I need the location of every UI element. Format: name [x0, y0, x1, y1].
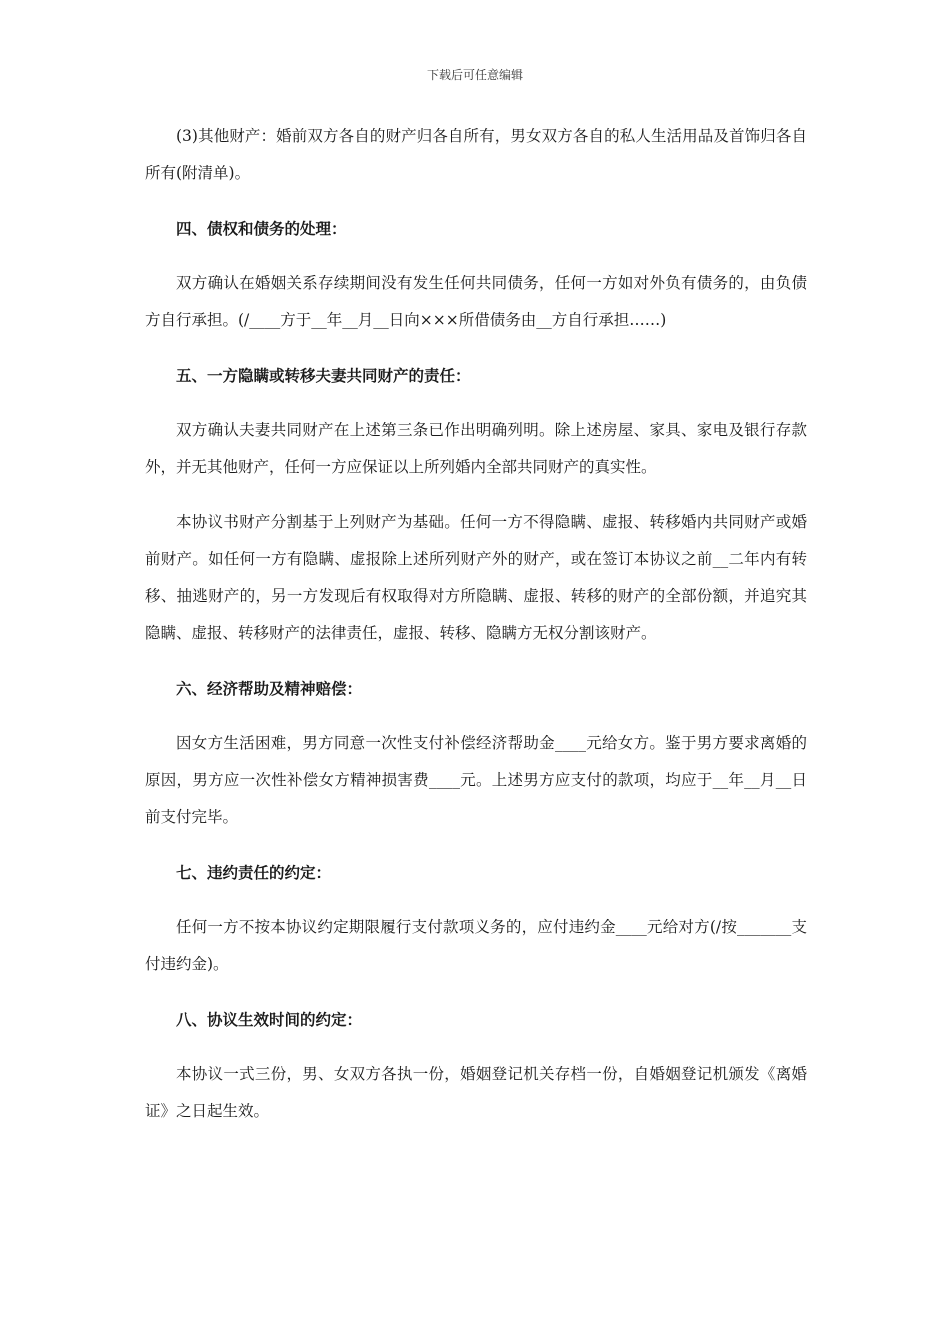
- heading-section-8: 八、协议生效时间的约定：: [176, 1010, 363, 1029]
- paragraph-effective: 本协议一式三份，男、女双方各执一份，婚姻登记机关存档一份，自婚姻登记机颁发《离婚证》之日起生效。: [145, 1065, 807, 1120]
- paragraph-breach: 任何一方不按本协议约定期限履行支付款项义务的，应付违约金____元给对方(/按_______支付违约金)。: [145, 918, 807, 973]
- document-body: [145, 118, 807, 1130]
- header-note: 下载后可任意编辑: [426, 68, 523, 82]
- heading-section-7: 七、违约责任的约定：: [176, 863, 332, 882]
- paragraph-debts: 双方确认在婚姻关系存续期间没有发生任何共同债务，任何一方如对外负有债务的，由负债方自行承担。(/____方于__年__月__日向×××所借债务由__方自行承担……): [145, 274, 807, 329]
- heading-section-5: 五、一方隐瞒或转移夫妻共同财产的责任：: [176, 366, 471, 385]
- paragraph-compensation: 因女方生活困难，男方同意一次性支付补偿经济帮助金____元给女方。鉴于男方要求离婚的原因，男方应一次性补偿女方精神损害费____元。上述男方应支付的款项，均应于__年__月__日前支付完毕。: [145, 734, 807, 826]
- heading-section-6: 六、经济帮助及精神赔偿：: [176, 679, 363, 698]
- paragraph-joint-property: 双方确认夫妻共同财产在上述第三条已作出明确列明。除上述房屋、家具、家电及银行存款外，并无其他财产，任何一方应保证以上所列婚内全部共同财产的真实性。: [145, 421, 807, 476]
- heading-section-4: 四、债权和债务的处理：: [176, 219, 347, 238]
- paragraph-concealment: 本协议书财产分割基于上列财产为基础。任何一方不得隐瞒、虚报、转移婚内共同财产或婚前财产。如任何一方有隐瞒、虚报除上述所列财产外的财产，或在签订本协议之前__二年内有转移、抽逃财产的，另一方发现后有权取得对方所隐瞒、虚报、转移的财产的全部份额，并追究其隐瞒、虚报、转移财产的法律责任，虚报、转移、隐瞒方无权分割该财产。: [145, 513, 807, 642]
- paragraph-other-property: (3)其他财产：婚前双方各自的财产归各自所有，男女双方各自的私人生活用品及首饰归各自所有(附清单)。: [145, 127, 807, 182]
